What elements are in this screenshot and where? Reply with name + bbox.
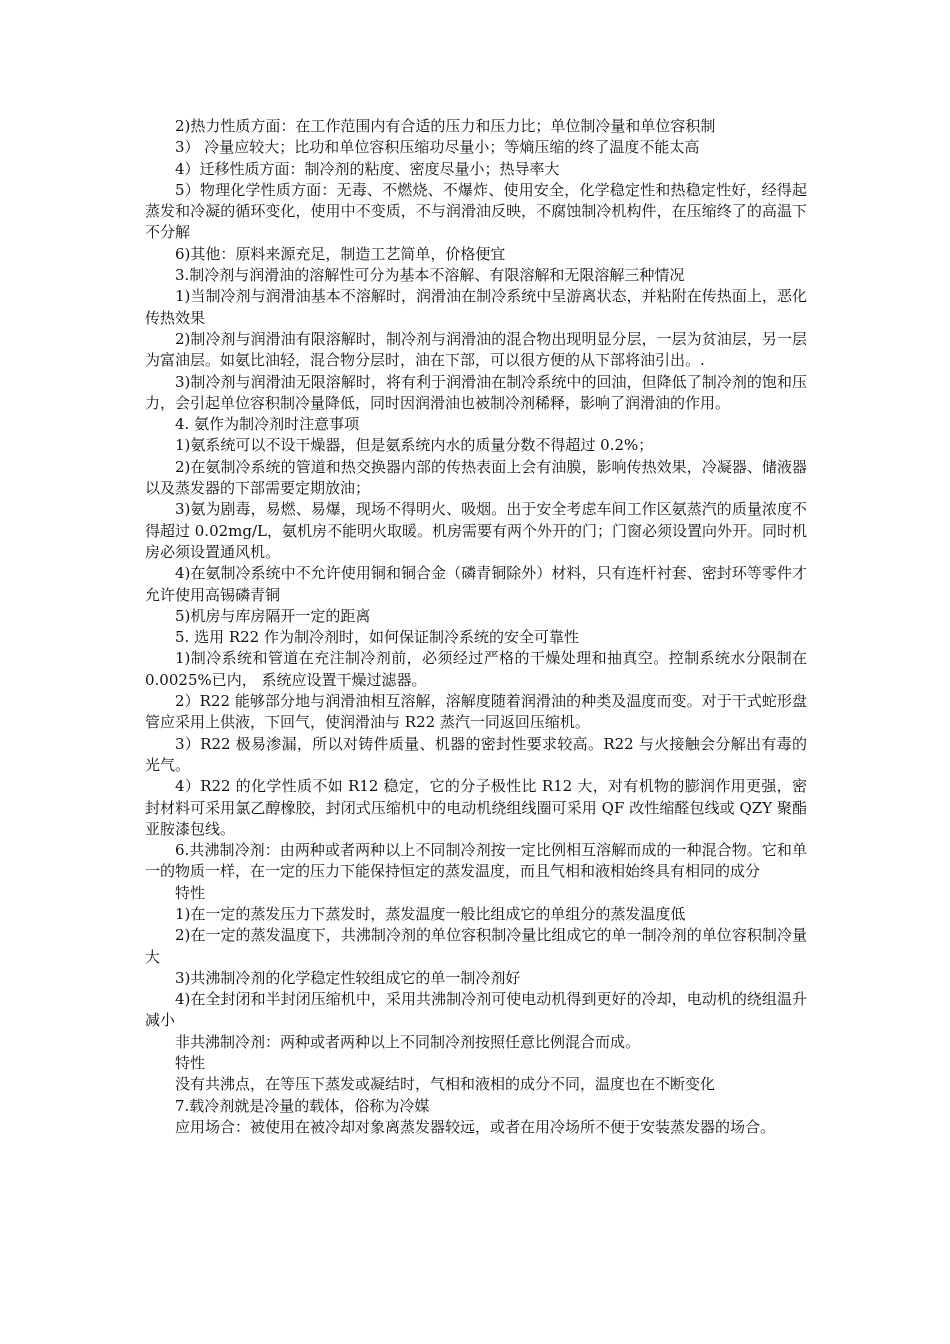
paragraph: 3)制冷剂与润滑油无限溶解时，将有利于润滑油在制冷系统中的回油，但降低了制冷剂的饱和压力，会引起单位容积制冷量降低，同时因润滑油也被制冷剂稀释，影响了润滑油的作用。	[145, 372, 807, 412]
paragraph: 3)氨为剧毒，易燃、易爆，现场不得明火、吸烟。出于安全考虑车间工作区氨蒸汽的质量浓度不得超过 0.02mg/L，氨机房不能明火取暖。机房需要有两个外开的门；门窗必须设置向外开。同时机房必须设置通风机。	[145, 500, 808, 561]
paragraph: 2）R22 能够部分地与润滑油相互溶解，溶解度随着润滑油的种类及温度而变。对于干式蛇形盘管应采用上供液，下回气，使润滑油与 R22 蒸汽一同返回压缩机。	[145, 692, 807, 732]
document-body	[145, 116, 807, 1138]
paragraph: 3）R22 极易渗漏，所以对铸件质量、机器的密封性要求较高。R22 与火接触会分解出有毒的光气。	[145, 734, 807, 774]
paragraph: 应用场合：被使用在被冷却对象离蒸发器较远，或者在用冷场所不便于安装蒸发器的场合。	[175, 1117, 776, 1136]
paragraph: 1)氨系统可以不设干燥器，但是氨系统内水的质量分数不得超过 0.2%；	[175, 436, 654, 455]
section-heading: 7.载冷剂就是冷量的载体，俗称为冷媒	[175, 1096, 430, 1115]
paragraph: 4）R22 的化学性质不如 R12 稳定，它的分子极性比 R12 大，对有机物的膨润作用更强，密封材料可采用氯乙醇橡胶，封闭式压缩机中的电动机绕组线圈可采用 QF 改性缩醛包线或 QZY 聚酯亚胺漆包线。	[145, 777, 807, 838]
section-heading: 3.制冷剂与润滑油的溶解性可分为基本不溶解、有限溶解和无限溶解三种情况	[175, 266, 685, 285]
paragraph: 5)机房与库房隔开一定的距离	[175, 606, 371, 625]
paragraph: 4)在氨制冷系统中不允许使用铜和铜合金（磷青铜除外）材料，只有连杆衬套、密封环等零件才允许使用高锡磷青铜	[145, 564, 807, 604]
paragraph: 5）物理化学性质方面：无毒、不燃烧、不爆炸、使用安全，化学稳定性和热稳定性好，经得起蒸发和冷凝的循环变化，使用中不变质，不与润滑油反映，不腐蚀制冷机构件，在压缩终了的高温下不分解	[145, 180, 807, 242]
paragraph: 非共沸制冷剂：两种或者两种以上不同制冷剂按照任意比例混合而成。	[175, 1032, 641, 1051]
paragraph: 1)制冷系统和管道在充注制冷剂前，必须经过严格的干燥处理和抽真空。控制系统水分限制在 0.0025%已内， 系统应设置干燥过滤器。	[145, 649, 807, 689]
paragraph: 4)在全封闭和半封闭压缩机中，采用共沸制冷剂可使电动机得到更好的冷却，电动机的绕组温升减小	[145, 990, 807, 1030]
section-heading: 6.共沸制冷剂：由两种或者两种以上不同制冷剂按一定比例相互溶解而成的一种混合物。它和单一的物质一样，在一定的压力下能保持恒定的蒸发温度，而且气相和液相始终具有相同的成分	[145, 841, 807, 881]
subheading: 特性	[175, 1054, 206, 1073]
paragraph: 3)共沸制冷剂的化学稳定性较组成它的单一制冷剂好	[175, 968, 521, 987]
paragraph: 2)在氨制冷系统的管道和热交换器内部的传热表面上会有油膜，影响传热效果，冷凝器、储液器以及蒸发器的下部需要定期放油；	[145, 457, 807, 498]
paragraph: 1)当制冷剂与润滑油基本不溶解时，润滑油在制冷系统中呈游离状态，并粘附在传热面上，恶化传热效果	[145, 287, 807, 327]
paragraph: 2)制冷剂与润滑油有限溶解时，制冷剂与润滑油的混合物出现明显分层，一层为贫油层，另一层为富油层。如氨比油轻，混合物分层时，油在下部，可以很方便的从下部将油引出。.	[145, 329, 807, 370]
paragraph: 2)在一定的蒸发温度下，共沸制冷剂的单位容积制冷量比组成它的单一制冷剂的单位容积制冷量大	[145, 926, 807, 966]
subheading: 特性	[175, 883, 206, 902]
section-heading: 5. 选用 R22 作为制冷剂时，如何保证制冷系统的安全可靠性	[175, 628, 579, 647]
paragraph: 4）迁移性质方面：制冷剂的粘度、密度尽量小；热导率大	[175, 159, 560, 178]
paragraph: 3） 冷量应较大；比功和单位容积压缩功尽量小；等熵压缩的终了温度不能太高	[175, 138, 700, 157]
paragraph: 没有共沸点，在等压下蒸发或凝结时，气相和液相的成分不同，温度也在不断变化	[175, 1075, 716, 1094]
paragraph: 1)在一定的蒸发压力下蒸发时，蒸发温度一般比组成它的单组分的蒸发温度低	[175, 904, 686, 923]
section-heading: 4. 氨作为制冷剂时注意事项	[175, 415, 360, 434]
paragraph: 6)其他：原料来源充足，制造工艺简单，价格便宜	[175, 244, 506, 263]
paragraph: 2)热力性质方面：在工作范围内有合适的压力和压力比；单位制冷量和单位容积制	[175, 117, 716, 135]
